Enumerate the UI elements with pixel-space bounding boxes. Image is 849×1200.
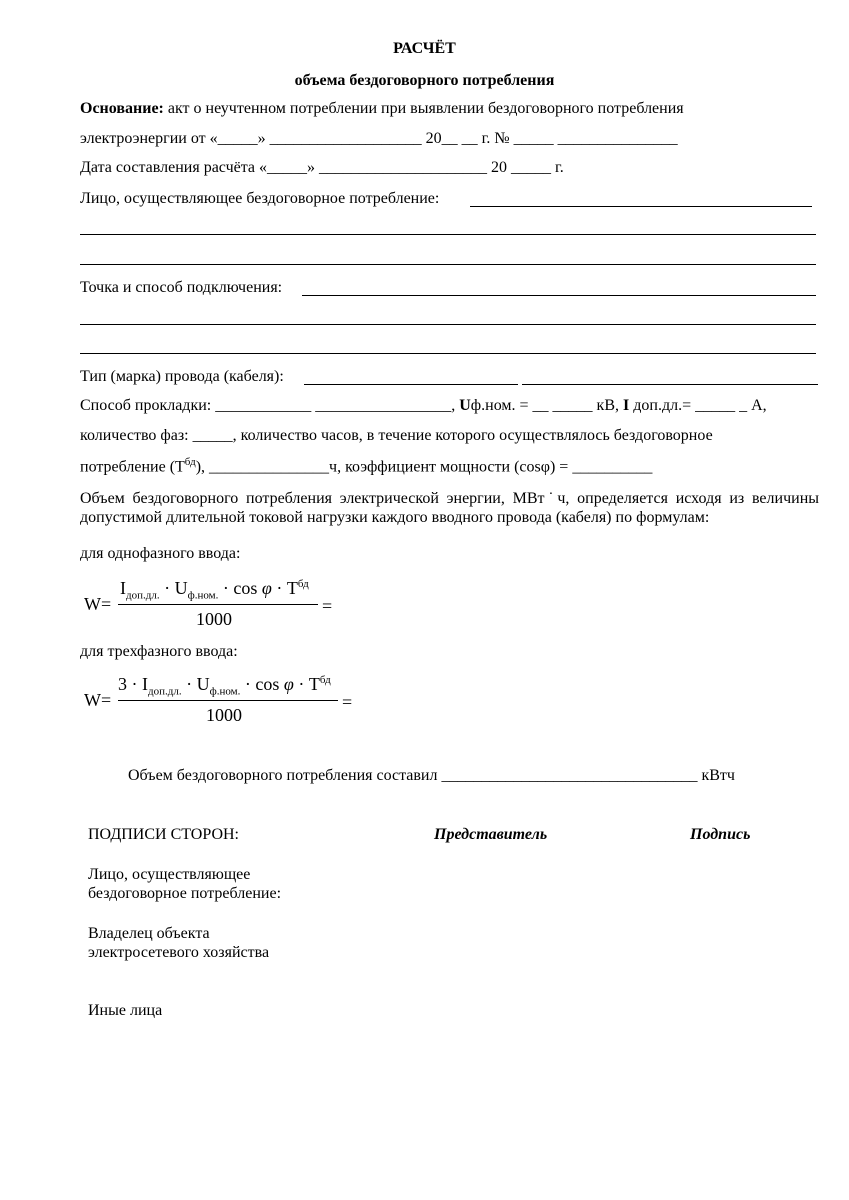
consumption-rest: ), _______________ч, коэффициент мощности (cosφ) = __________ [195, 458, 653, 476]
party1-label-line2: бездоговорное потребление: [88, 885, 282, 902]
formula2-w: W= [84, 690, 112, 710]
formula1-equals: = [322, 596, 333, 616]
i-value-text: доп.дл.= _____ _ А, [629, 397, 767, 414]
document-subtitle: объема бездоговорного потребления [294, 72, 555, 89]
single-phase-label: для однофазного ввода: [80, 545, 241, 562]
u-symbol: U [459, 397, 471, 414]
i-symbol: I [623, 397, 630, 414]
formula2-fraction-bar [118, 700, 338, 701]
three-phase-label: для трехфазного ввода: [80, 643, 238, 660]
consumption-prefix: потребление (Т [80, 458, 185, 476]
consumption-line [80, 456, 652, 476]
laying-line [80, 397, 767, 415]
person-label: Лицо, осуществляющее бездоговорное потребление: [80, 190, 440, 207]
method-paragraph: Объем бездоговорного потребления электрической энергии, МВт˙ч, определяется исходя из величины допустимой длительной токовой нагрузки каждого вводного провода (кабеля) по формулам: [80, 490, 819, 526]
phases-line: количество фаз: _____, количество часов, в течение которого осуществлялось бездоговорное [80, 427, 713, 444]
formula2-denominator: 1000 [206, 705, 242, 725]
party2-label-line2: электросетевого хозяйства [88, 944, 270, 961]
party1-label-line1: Лицо, осуществляющее [88, 866, 251, 883]
point-field-line-3 [80, 353, 816, 354]
formula1-numerator: $I_{доп.дл.} \cdot U_{ф.ном.} \cdot \cos \varphi \cdot T^{бд}$ [120, 578, 309, 602]
person-field-line-3 [80, 264, 816, 265]
party2-label-line1: Владелец объекта [88, 925, 210, 942]
representative-column-header: Представитель [434, 826, 548, 843]
formula1-fraction-bar [118, 604, 318, 605]
person-field-line [470, 206, 812, 207]
consumption-sup: бд [184, 456, 196, 468]
basis-line [80, 100, 684, 118]
laying-text: Способ прокладки: ____________ _________________, [80, 397, 460, 414]
signatures-header: ПОДПИСИ СТОРОН: [88, 826, 239, 843]
u-value-text: ф.ном. = __ _____ кВ, [470, 397, 623, 414]
point-label: Точка и способ подключения: [80, 279, 283, 296]
volume-line: Объем бездоговорного потребления составил ________________________________ кВтч [128, 767, 735, 784]
calc-date-line: Дата составления расчёта «_____» _____________________ 20 _____ г. [80, 159, 564, 176]
party3-label: Иные лица [88, 1002, 163, 1019]
formula1-w: W= [84, 594, 112, 614]
formula1-denominator: 1000 [196, 609, 232, 629]
signature-column-header: Подпись [690, 826, 751, 843]
person-field-line-2 [80, 234, 816, 235]
wire-type-label: Тип (марка) провода (кабеля): [80, 368, 284, 385]
formula2-numerator: $3 \cdot I_{доп.дл.} \cdot U_{ф.ном.} \cdot \cos \varphi \cdot T^{бд}$ [118, 674, 331, 698]
basis-label: Основание: [80, 100, 164, 117]
formula2-equals: = [342, 692, 353, 712]
electro-act-line: электроэнергии от «_____» ___________________ 20__ __ г. № _____ _______________ [80, 130, 678, 147]
basis-text: акт о неучтенном потреблении при выявлении бездоговорного потребления [163, 100, 684, 117]
wire-type-field-b [522, 384, 818, 385]
document-title: РАСЧЁТ [393, 40, 456, 57]
point-field-line-2 [80, 324, 816, 325]
point-field-line [302, 295, 816, 296]
wire-type-field-a [304, 384, 518, 385]
